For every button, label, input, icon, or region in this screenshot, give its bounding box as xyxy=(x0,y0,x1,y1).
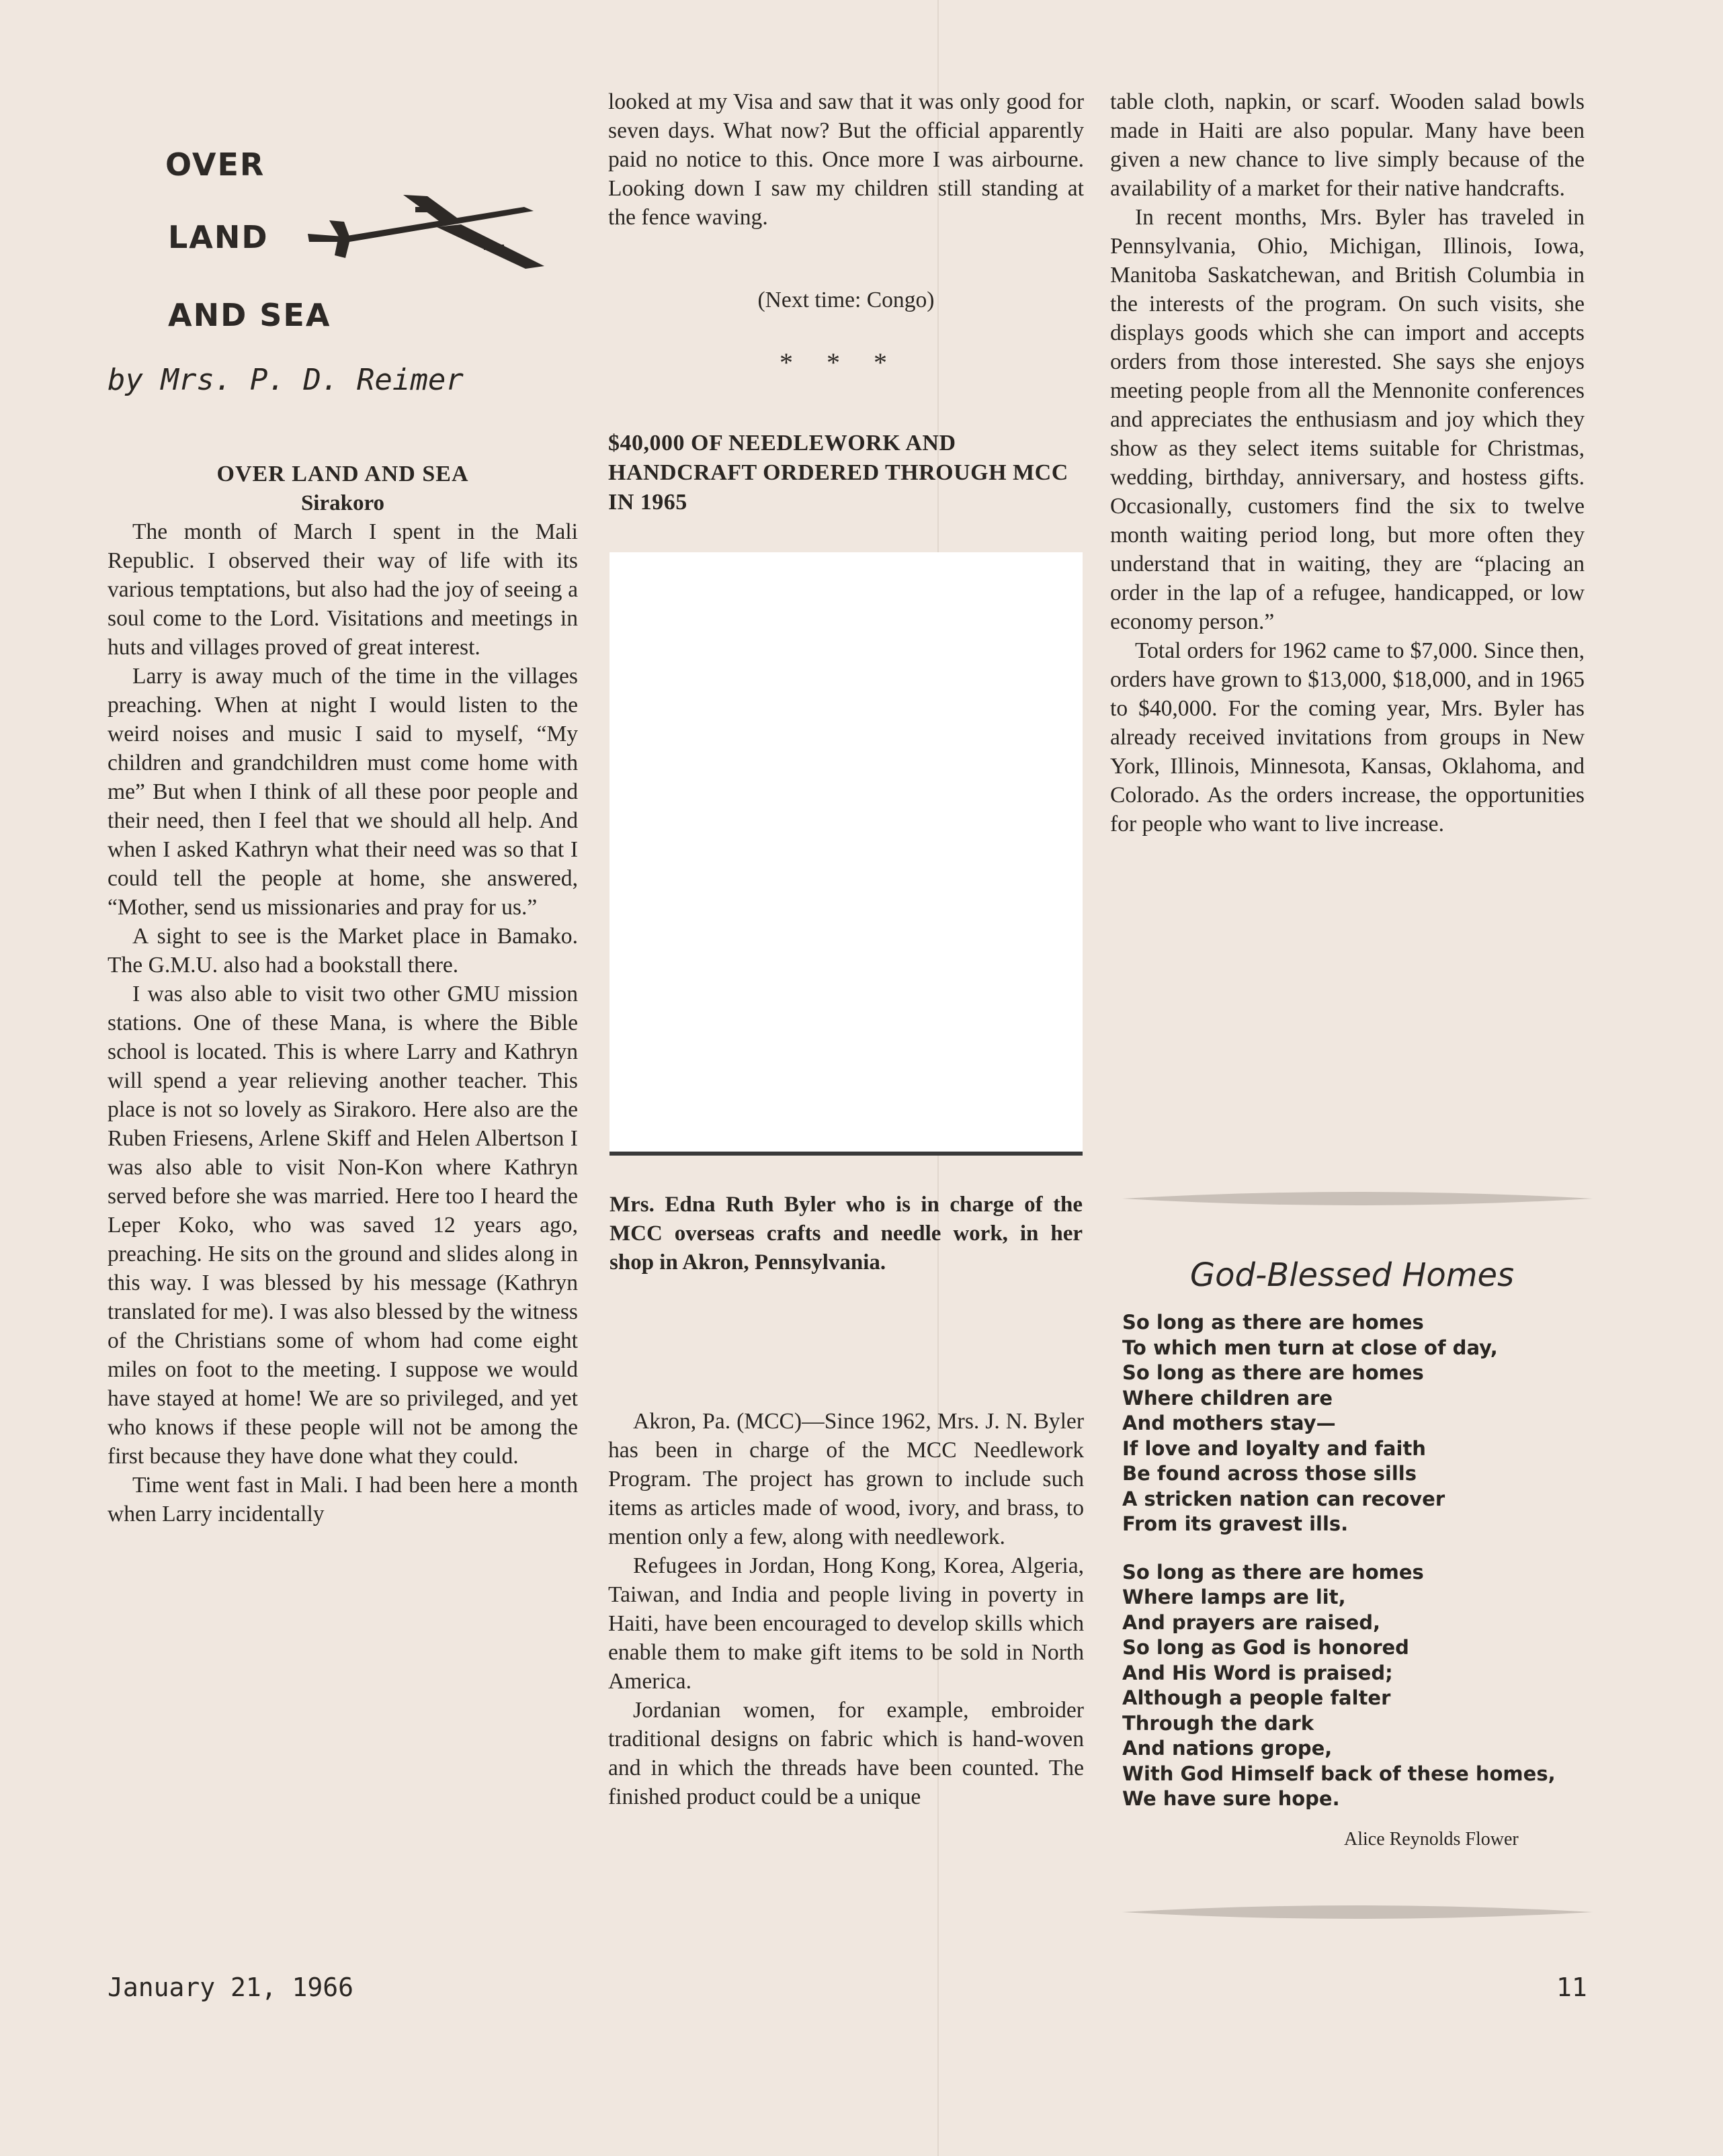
column-2-top xyxy=(608,87,1084,232)
paragraph: Total orders for 1962 came to $7,000. Since then, orders have grown to $13,000, $18,000, and in 1965 to $40,000. For the coming year, Mrs. Byler has already received invitations from groups in New York, Illinois, Minnesota, Kansas, Oklahoma, and Colorado. As the orders increase, the opportunities for people who want to live increase. xyxy=(1110,638,1585,836)
section-separator: * * * xyxy=(780,347,900,378)
paragraph: The month of March I spent in the Mali Republic. I observed their way of life with its various temptations, but also had the joy of seeing a soul come to the Lord. Visitations and meetings in huts and villages proved of great interest. xyxy=(108,519,578,660)
poem-line: And mothers stay— xyxy=(1122,1412,1336,1434)
poem-line: So long as there are homes xyxy=(1122,1361,1424,1384)
column-3 xyxy=(1110,87,1585,838)
poem-line: So long as there are homes xyxy=(1122,1560,1424,1584)
poem-line: To which men turn at close of day, xyxy=(1122,1336,1498,1359)
paragraph: Akron, Pa. (MCC)—Since 1962, Mrs. J. N. Byler has been in charge of the MCC Needlework Program. The project has grown to include such items as articles made of wood, ivory, and brass, to mention only a few, along with needlework. xyxy=(608,1409,1084,1549)
poem-line: Although a people falter xyxy=(1122,1686,1391,1709)
mcc-headline: $40,000 OF NEEDLEWORK AND HANDCRAFT ORDERED THROUGH MCC IN 1965 xyxy=(608,431,1068,515)
poem-line: If love and loyalty and faith xyxy=(1122,1436,1426,1460)
poem-line: So long as there are homes xyxy=(1122,1311,1424,1334)
paragraph: Time went fast in Mali. I had been here a month when Larry incidentally xyxy=(108,1473,578,1526)
poem-author: Alice Reynolds Flower xyxy=(1344,1829,1519,1850)
poem-line: Through the dark xyxy=(1122,1711,1314,1735)
poem-line: And prayers are raised, xyxy=(1122,1610,1381,1634)
page-number: 11 xyxy=(1556,1973,1587,2002)
next-time-note: (Next time: Congo) xyxy=(757,288,935,312)
poem-line: From its gravest ills. xyxy=(1122,1512,1349,1535)
paragraph: Jordanian women, for example, embroider traditional designs on fabric which is hand-woven and in which the threads have been counted. The finished product could be a unique xyxy=(608,1698,1084,1809)
column-1 xyxy=(108,460,578,1528)
paragraph: I was also able to visit two other GMU mission stations. One of these Mana, is where the Bible school is located. This is where Larry and Kathryn will spend a year relieving another teacher. This place is not so lovely as Sirakoro. Here also are the Ruben Friesens, Arlene Skiff and Helen Albertson I was also able to visit Non-Kon where Kathryn served before she was married. Here too I heard the Leper Koko, who was saved 12 years ago, preaching. He sits on the ground and slides along in this way. I was blessed by his message (Kathryn translated for me). I was also blessed by the witness of the Christians some of whom had come eight miles on foot to the meeting. I suppose we would have stayed at home! We are so privileged, and yet who knows if these people will not be among the first because they have done what they could. xyxy=(108,982,578,1469)
poem-line: Be found across those sills xyxy=(1122,1462,1417,1485)
paragraph: Refugees in Jordan, Hong Kong, Korea, Algeria, Taiwan, and India and people living in poverty in Haiti, have been encouraged to develop skills which enable them to make gift items to be sold in North America. xyxy=(608,1553,1084,1694)
article-title: OVER LAND AND SEA xyxy=(216,462,469,486)
header-word-land: LAND xyxy=(168,219,269,255)
byline: by Mrs. P. D. Reimer xyxy=(108,363,464,397)
header-word-and-sea: AND SEA xyxy=(168,297,331,333)
poem-line: We have sure hope. xyxy=(1122,1787,1340,1810)
article-subtitle: Sirakoro xyxy=(300,491,385,515)
poem-line: Where lamps are lit, xyxy=(1122,1586,1346,1608)
paragraph: In recent months, Mrs. Byler has traveled in Pennsylvania, Ohio, Michigan, Illinois, Iowa, Manitoba Saskatchewan, and British Columbia in the interests of the program. On such visits, she displays goods which she can import and accepts orders from those interested. She says she enjoys meeting people from all the Mennonite conferences and appreciates the enthusiasm and joy which they show as they select items suitable for Christmas, wedding, birthday, anniversary, and hostess gifts. Occasionally, customers find the six to twelve month waiting period long, but more often they understand that in waiting, they are “placing an order in the lap of a refugee, handicapped, or low economy person.” xyxy=(1110,205,1585,634)
column-2-bottom xyxy=(608,1407,1084,1811)
poem-line: With God Himself back of these homes, xyxy=(1122,1762,1556,1785)
paragraph: table cloth, napkin, or scarf. Wooden salad bowls made in Haiti are also popular. Many have been given a new chance to live simply because of the availability of a market for their native handcrafts. xyxy=(1110,89,1585,201)
photo-placeholder xyxy=(610,552,1083,1156)
poem-line: A stricken nation can recover xyxy=(1122,1487,1445,1510)
issue-date: January 21, 1966 xyxy=(108,1973,354,2002)
top-divider-ornament xyxy=(1122,1185,1593,1212)
header-word-over: OVER xyxy=(165,146,265,183)
poem-line: Where children are xyxy=(1122,1386,1333,1410)
bottom-divider-ornament xyxy=(1122,1899,1593,1926)
paragraph: Larry is away much of the time in the villages preaching. When at night I would listen to the weird noises and music I said to myself, “My children and grandchildren must come home with me” But when I think of all these poor people and their need, then I feel that we should all help. And when I asked Kathryn what their need was so that I could tell the people at home, she answered, “Mother, send us missionaries and pray for us.” xyxy=(108,664,578,920)
airplane-icon xyxy=(302,180,544,274)
article-body-1 xyxy=(108,517,578,1528)
poem-line: So long as God is honored xyxy=(1122,1636,1409,1659)
photo-caption: Mrs. Edna Ruth Byler who is in charge of the MCC overseas crafts and needle work, in her shop in Akron, Pennsylvania. xyxy=(610,1193,1083,1275)
poem-body xyxy=(1122,1310,1606,1812)
poem-line: And His Word is praised; xyxy=(1122,1661,1393,1684)
paragraph: looked at my Visa and saw that it was only good for seven days. What now? But the official apparently paid no notice to this. Once more I was airbourne. Looking down I saw my children still standing at the fence waving. xyxy=(608,89,1084,230)
poem-line: And nations grope, xyxy=(1122,1737,1333,1760)
poem-title: God-Blessed Homes xyxy=(1189,1256,1515,1294)
paragraph: A sight to see is the Market place in Bamako. The G.M.U. also had a bookstall there. xyxy=(108,924,578,978)
